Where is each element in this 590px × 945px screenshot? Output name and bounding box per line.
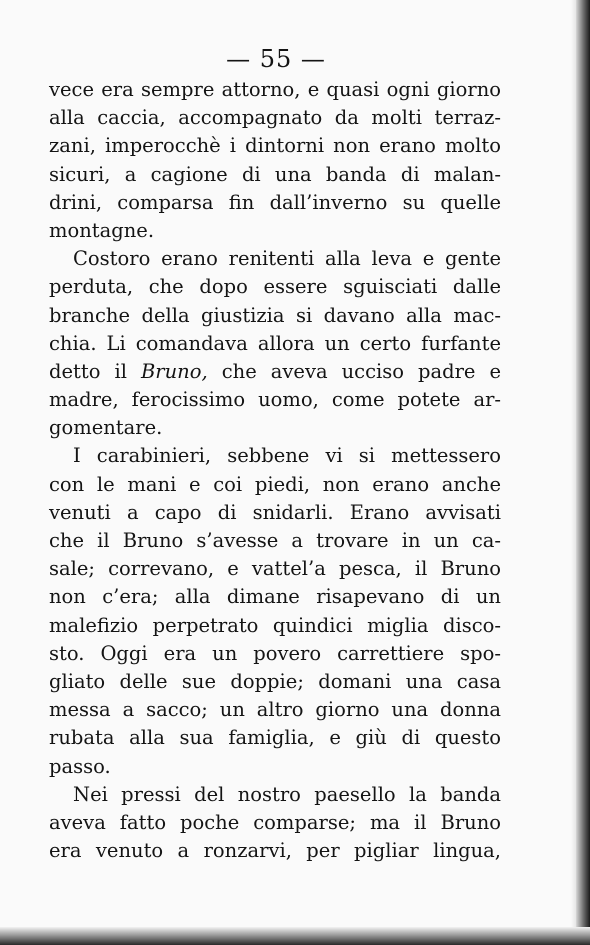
page-right-edge [576,0,590,945]
italic-name: Bruno, [140,359,208,383]
text-line: sale; correvano, e vattel’a pesca, il Bruno [49,557,501,581]
page-bottom-edge [0,927,590,945]
text-line: chia. Li comandava allora un certo furfante [49,331,501,355]
text-segment: detto il [49,359,127,383]
text-line: venuti a capo di snidarli. Erano avvisati [49,500,501,524]
text-line: con le mani e coi piedi, non erano anche [49,472,501,496]
text-line: rubata alla sua famiglia, e giù di questo [49,726,501,750]
text-line: Costoro erano renitenti alla leva e gente [73,247,501,271]
text-segment: che aveva ucciso padre e [221,359,502,383]
text-line: drini, comparsa fin dall’inverno su quelle [49,190,501,214]
text-line: che il Bruno s’avesse a trovare in un ca- [49,529,501,552]
text-line: non c’era; alla dimane risapevano di un [49,585,501,609]
page-number: — 55 — [226,45,326,73]
text-line: I carabinieri, sebbene vi si mettessero [73,444,501,468]
text-line: sicuri, a cagione di una banda di malan- [49,162,501,186]
text-line: aveva fatto poche comparse; ma il Bruno [49,810,501,834]
body-text [49,76,501,865]
text-line: era venuto a ronzarvi, per pigliar lingua, [49,839,501,863]
text-line: malefizio perpetrato quindici miglia disco- [49,613,501,637]
text-line: Nei pressi del nostro paesello la banda [73,782,501,806]
text-line: sto. Oggi era un povero carrettiere spo- [49,641,501,665]
text-line: zani, imperocchè i dintorni non erano molto [49,134,501,158]
text-line: montagne. [49,218,155,242]
text-line: perduta, che dopo essere sguisciati dalle [49,275,501,299]
text-line: branche della giustizia si davano alla mac- [49,303,501,327]
text-line: passo. [49,754,111,778]
text-line: gliato delle sue doppie; domani una casa [49,669,501,693]
text-line: alla caccia, accompagnato da molti terraz- [49,106,501,130]
text-line [49,358,501,386]
text-line: messa a sacco; un altro giorno una donna [49,698,501,722]
text-line: vece era sempre attorno, e quasi ogni giorno [49,78,501,101]
text-line: gomentare. [49,416,163,440]
text-line: madre, ferocissimo uomo, come potete ar- [49,388,501,412]
